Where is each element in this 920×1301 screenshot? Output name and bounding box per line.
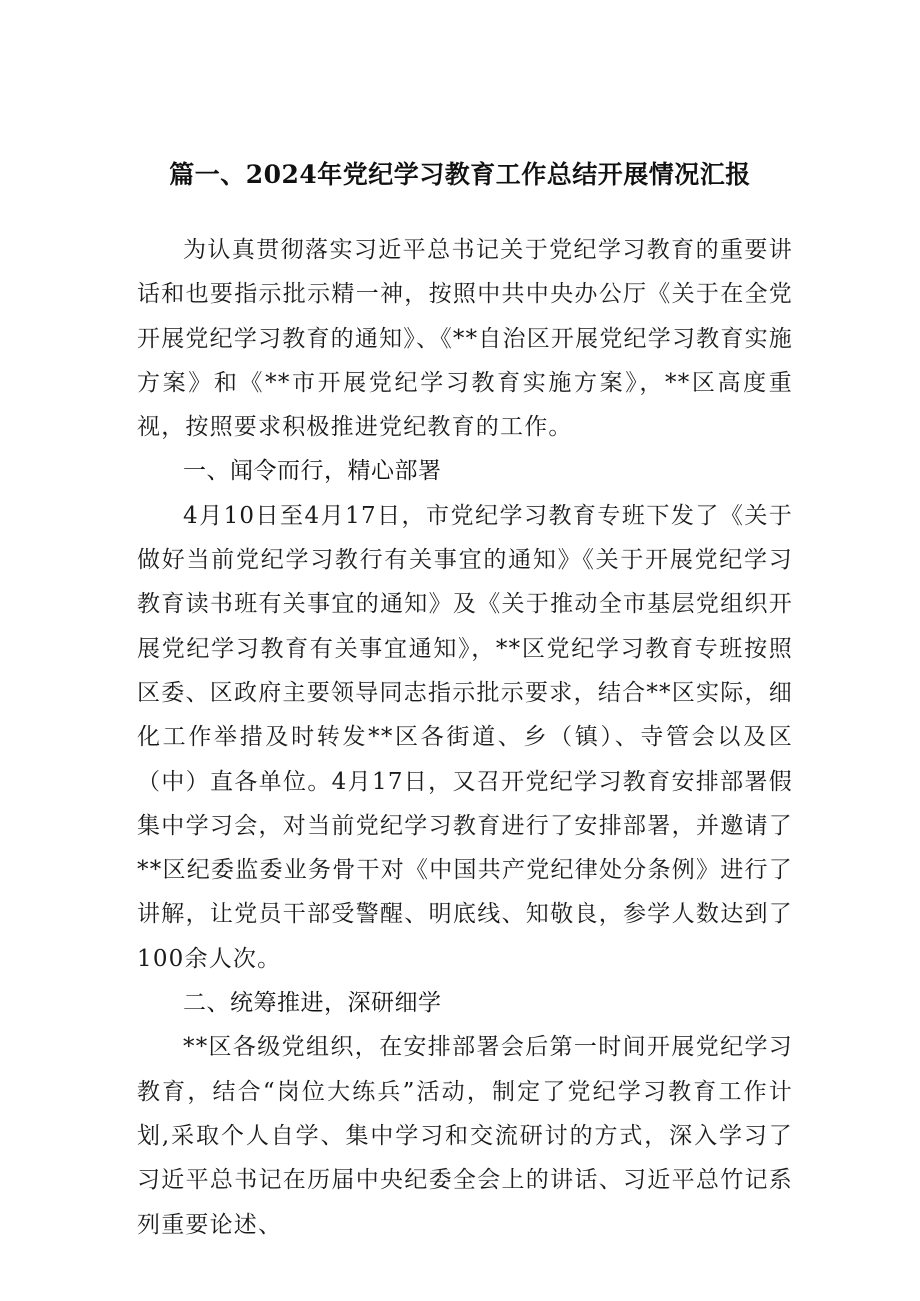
section-paragraph-1: 4月10日至4月17日，市党纪学习教育专班下发了《关于做好当前党纪学习教行有关事宜的通知》《关于开展党纪学习教育读书班有关事宜的通知》及《关于推动全市基层党组织开展党纪学习教育有关事宜通知》，**区党纪学习教育专班按照区委、区政府主要领导同志指示批示要求，结合**区实际，细化工作举措及时转发**区各街道、乡（镇）、寺管会以及区（中）直各单位。4月17日，又召开党纪学习教育安排部署假集中学习会，对当前党纪学习教育进行了安排部署，并邀请了**区纪委监委业务骨干对《中国共产党纪律处分条例》进行了讲解，让党员干部受警醒、明底线、知敬良，参学人数达到了100余人次。 <box>137 502 793 972</box>
section-heading-1: 一、闻令而行，精心部署 <box>183 458 442 485</box>
section-heading-2: 二、统筹推进，深研细学 <box>183 990 442 1017</box>
document-body <box>137 228 793 1247</box>
section-paragraph-2: **区各级党组织，在安排部署会后第一时间开展党纪学习教育，结合“岗位大练兵”活动，制定了党纪学习教育工作计划,采取个人自学、集中学习和交流研讨的方式，深入学习了习近平总书记在历届中央纪委全会上的讲话、习近平总竹记系列重要论述、 <box>137 1034 793 1238</box>
intro-paragraph: 为认真贯彻落实习近平总书记关于党纪学习教育的重要讲话和也要指示批示精一神，按照中共中央办公厅《关于在全党开展党纪学习教育的通知》、《**自治区开展党纪学习教育实施方案》和《**市开展党纪学习教育实施方案》，**区高度重视，按照要求积极推进党纪教育的工作。 <box>137 237 793 441</box>
document-title: 篇一、2024年党纪学习教育工作总结开展情况汇报 <box>169 160 751 189</box>
